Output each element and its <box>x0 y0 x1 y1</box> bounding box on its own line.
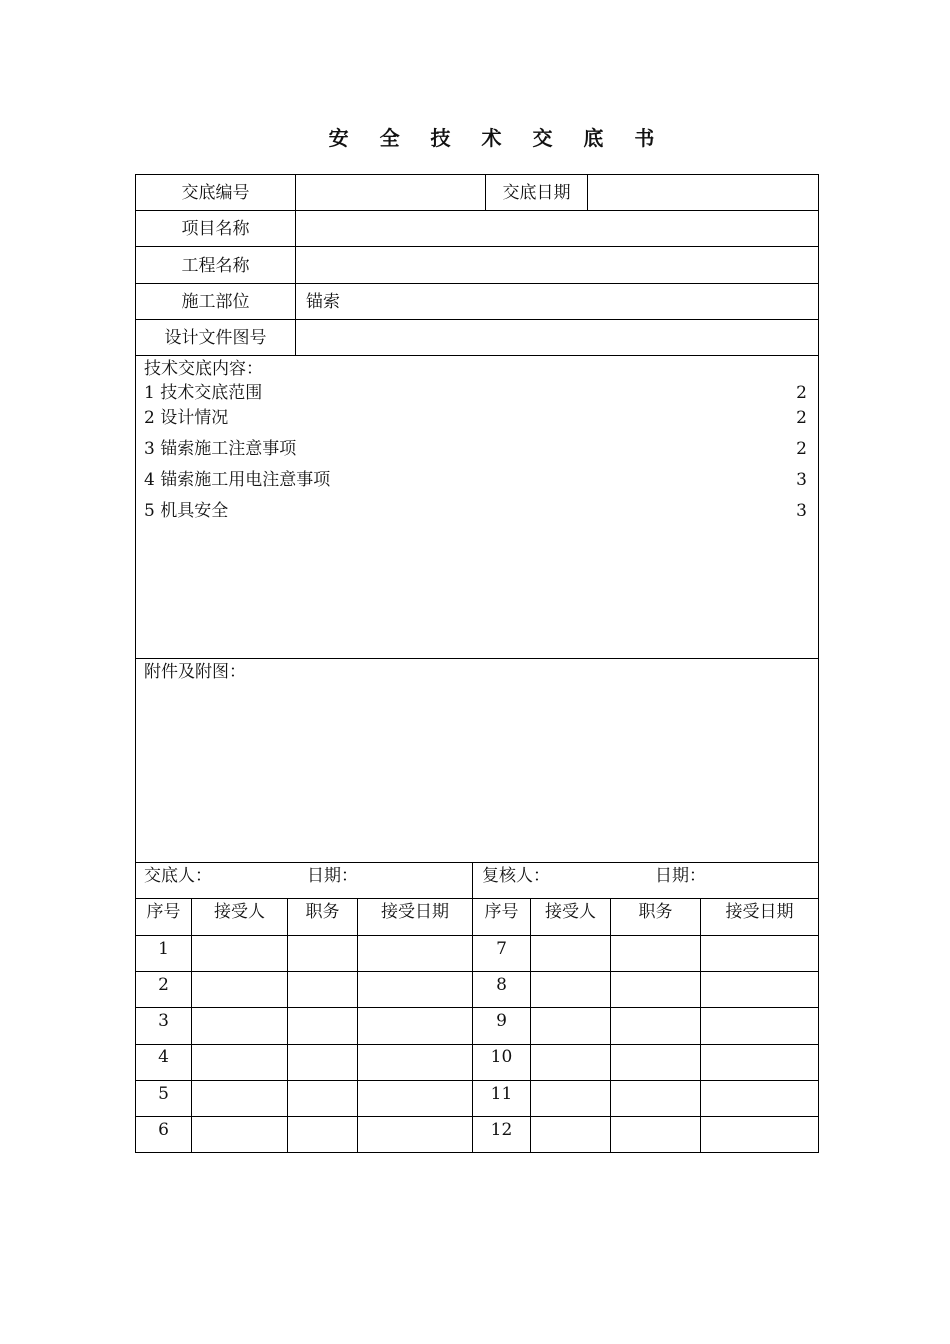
row-number: 11 <box>490 1084 513 1104</box>
toc-item-page: 2 <box>796 439 807 459</box>
field-disclosure-date[interactable] <box>588 175 818 210</box>
label-design-drawing-number: 设计文件图号 <box>164 328 267 348</box>
row-number: 2 <box>158 975 169 995</box>
row-number: 6 <box>158 1120 169 1140</box>
row-number: 9 <box>496 1011 507 1031</box>
field-disclosure-number[interactable] <box>296 175 485 210</box>
row-number: 3 <box>158 1011 169 1031</box>
field-design-drawing-number[interactable] <box>296 320 818 355</box>
row-number: 12 <box>490 1120 513 1140</box>
toc-item-page: 2 <box>796 408 807 428</box>
col-header-receive-date: 接受日期 <box>725 902 794 922</box>
toc-item-text: 2 设计情况 <box>144 408 229 428</box>
label-project-name: 项目名称 <box>181 219 250 239</box>
col-header-position: 职务 <box>305 902 340 922</box>
content-heading: 技术交底内容： <box>144 359 263 379</box>
toc-item-text: 3 锚索施工注意事项 <box>144 439 297 459</box>
toc-item <box>144 383 807 403</box>
field-construction-location[interactable]: 锚索 <box>306 292 340 312</box>
col-header-recipient: 接受人 <box>545 902 596 922</box>
issuer-date-label: 日期： <box>307 866 358 886</box>
row-number: 1 <box>158 939 169 959</box>
label-construction-location: 施工部位 <box>181 292 250 312</box>
row-number: 10 <box>490 1047 513 1067</box>
row-number: 5 <box>158 1084 169 1104</box>
label-disclosure-number: 交底编号 <box>181 183 250 203</box>
toc-item <box>144 408 807 428</box>
col-header-position: 职务 <box>638 902 673 922</box>
toc-item-text: 5 机具安全 <box>144 501 229 521</box>
toc-item-text: 4 锚索施工用电注意事项 <box>144 470 331 490</box>
toc-item-text: 1 技术交底范围 <box>144 383 263 403</box>
row-number: 4 <box>158 1047 169 1067</box>
col-header-seq: 序号 <box>484 902 519 922</box>
row-number: 8 <box>496 975 507 995</box>
label-work-name: 工程名称 <box>181 256 250 276</box>
toc-item <box>144 501 807 521</box>
col-header-recipient: 接受人 <box>214 902 265 922</box>
page-title: 安 全 技 术 交 底 书 <box>328 126 667 150</box>
reviewer-label: 复核人： <box>482 866 550 886</box>
label-disclosure-date: 交底日期 <box>502 183 571 203</box>
issuer-label: 交底人： <box>144 866 212 886</box>
toc-item-page: 2 <box>796 383 807 403</box>
col-header-seq: 序号 <box>146 902 181 922</box>
row-number: 7 <box>496 939 507 959</box>
field-work-name[interactable] <box>296 247 818 283</box>
reviewer-date-label: 日期： <box>655 866 706 886</box>
toc-item-page: 3 <box>796 470 807 490</box>
col-header-receive-date: 接受日期 <box>381 902 449 922</box>
attachments-heading: 附件及附图： <box>144 662 246 682</box>
toc-item-page: 3 <box>796 501 807 521</box>
toc-item <box>144 439 807 459</box>
toc-item <box>144 470 807 490</box>
field-project-name[interactable] <box>296 211 818 246</box>
